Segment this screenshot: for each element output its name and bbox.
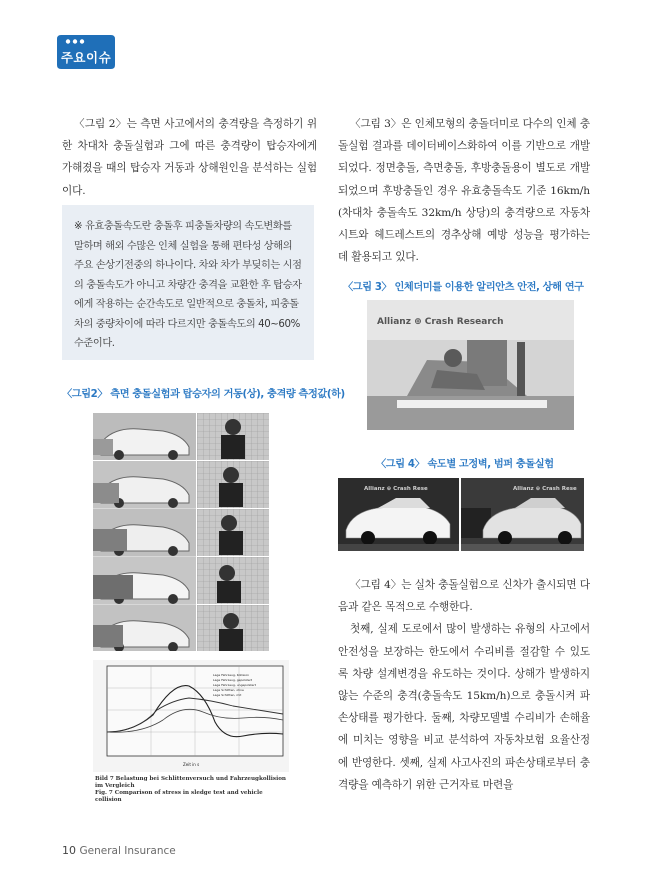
note-box — [62, 205, 314, 360]
figure4-bumper-crash-photo — [461, 478, 584, 551]
figure4-sign-right: Allianz ⊕ Crash Rese — [513, 486, 577, 492]
plot-legend-5: Lage Schlitten, mit — [213, 693, 242, 697]
figure4-sign-left: Allianz ⊕ Crash Rese — [364, 486, 428, 492]
right-paragraph-3: 첫째, 실제 도로에서 많이 발생하는 유형의 사고에서 안전성을 보장하는 한도에서 수리비를 절감할 수 있도록 차량 설계변경을 유도하는 것이다. 상해가 발생하지 않는 수준의 충격(충돌속도 15km/h)으로 충돌시켜 파손상태를 평가한다. 둘째, 차량모델별 수리비가 손해율에 미치는 영향을 비교 분석하여 자동차보험 요율산정에 반영한다. 셋째, 실제 사고사진의 파손상태로부터 충격량을 예측하기 위한 근거자료 마련을 — [338, 623, 590, 791]
figure2-stress-plot — [93, 660, 289, 772]
left-column — [62, 113, 317, 202]
figure3-dummy-photo — [367, 300, 574, 430]
right-column-lower — [338, 574, 590, 796]
figure4-caption: 〈그림 4〉 속도별 고정벽, 범퍼 충돌실험 — [376, 459, 554, 470]
plot-legend-3: Lage Fahrzeug, ungepolstert — [213, 683, 256, 687]
figure2-plot-caption — [95, 776, 290, 804]
page-number: 10 — [62, 844, 76, 857]
figure3-sign: Allianz ⊕ Crash Research — [377, 317, 504, 327]
figure2-plot-caption-line2: Fig. 7 Comparison of stress in sledge test and vehicle collision — [95, 790, 263, 803]
note-text: ※ 유효충돌속도란 충돌후 피충돌차량의 속도변화를 말하며 해외 수많은 인체 실험을 통해 편타성 상해의 주요 손상기전중의 하나이다. 차와 차가 부딪히는 시점의 충돌속도가 아니고 차량간 충격을 교환한 후 탑승자에게 작용하는 순간속도로 일반적으로 충돌차, 피충돌차의 중량차이에 따라 다르지만 충돌속도의 40~60% 수준이다. — [74, 221, 302, 349]
figure2-plot-caption-line1: Bild 7 Belastung bei Schlittenversuch und Fahrzeugkollision im Vergleich — [95, 776, 286, 789]
figure4-wall-crash-photo — [338, 478, 459, 551]
plot-legend-2: Lage Fahrzeug, gepolstert — [213, 678, 253, 682]
figure2-caption: 〈그림2〉 측면 충돌실험과 탑승자의 거동(상), 충격량 측정값(하) — [62, 389, 345, 400]
plot-legend-4: Lage Schlitten, ohne — [213, 688, 244, 692]
figure3-caption: 〈그림 3〉 인체더미를 이용한 알리안츠 안전, 상해 연구 — [343, 282, 584, 293]
figure2-car-crash-sequence — [93, 413, 196, 651]
plot-xlabel: Zeit in s — [183, 762, 200, 767]
plot-legend-1: Lage Fahrzeug, Kollision — [213, 673, 250, 677]
section-badge-label: 주요이슈 — [60, 50, 112, 65]
right-paragraph-2: 〈그림 4〉는 실차 충돌실험으로 신차가 출시되면 다음과 같은 목적으로 수행한다. — [338, 579, 590, 614]
section-badge — [57, 35, 115, 69]
publication-name: General Insurance — [79, 845, 176, 857]
figure2-occupant-sequence — [197, 413, 269, 651]
left-paragraph: 〈그림 2〉는 측면 사고에서의 충격량을 측정하기 위한 차대차 충돌실험과 그에 따른 충격량이 탑승자에게 가해졌을 때의 탑승자 거동과 상해원인을 분석하는 실험이다. — [62, 118, 317, 197]
right-paragraph-1: 〈그림 3〉은 인체모형의 충돌더미로 다수의 인체 충돌실험 결과를 데이터베이스화하여 이를 기반으로 개발되었다. 정면충돌, 측면충돌, 후방충돌용이 별도로 개발되었으며 후방충돌인 경우 유효충돌속도 기준 16km/h (차대차 충돌속도 32km/h 상당)의 충격량으로 자동차 시트와 헤드레스트의 경추상해 예방 성능을 평가하는 데 활용되고 있다. — [338, 118, 590, 264]
page-footer — [62, 844, 176, 857]
right-column — [338, 113, 590, 268]
